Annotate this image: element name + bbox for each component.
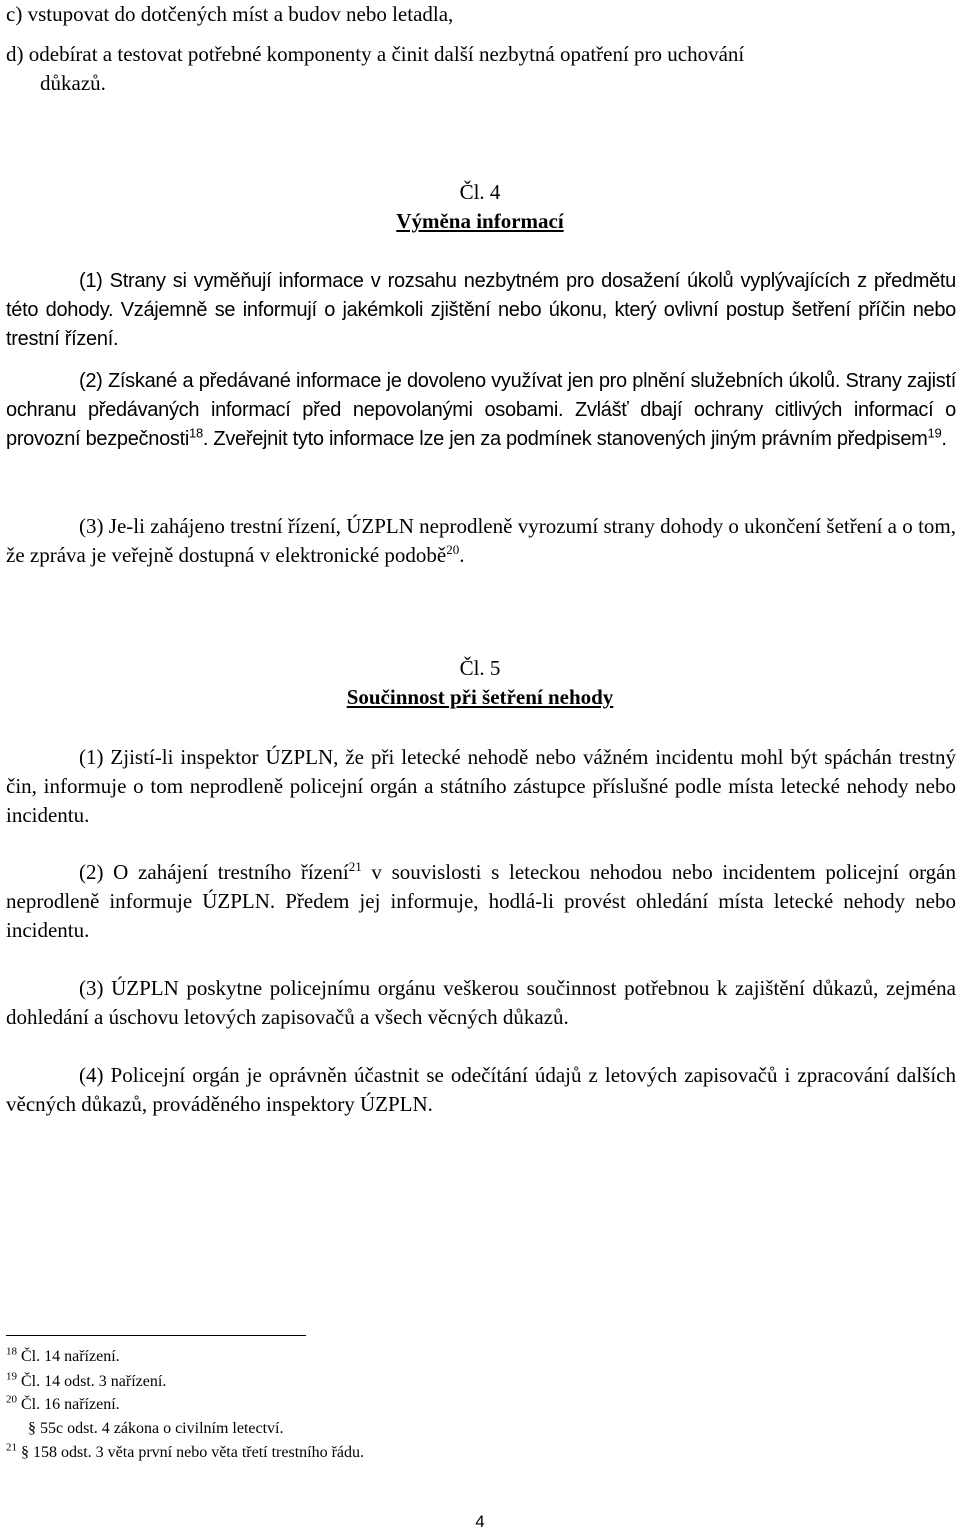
article-5-paragraph-2: (2) O zahájení trestního řízení$^{21}$ v souvislosti s leteckou nehodou nebo incidentem policejní orgán neprodleně informuje ÚZPLN. Předem jej informuje, hodlá-li provést ohledání místa letecké nehody nebo incidentu. xyxy=(6,859,957,942)
footnote: § 55c odst. 4 zákona o civilním letectví. xyxy=(28,1420,284,1437)
footnote: $^{18}$ Čl. 14 nařízení. xyxy=(6,1345,120,1365)
footnote-ref-21: 21 xyxy=(348,859,362,874)
list-item-d xyxy=(6,40,956,98)
footnote: $^{20}$ Čl. 16 nařízení. xyxy=(6,1393,120,1413)
footnote-ref-20: 20 xyxy=(446,542,460,557)
article-5-paragraph-3: (3) ÚZPLN poskytne policejnímu orgánu veškerou součinnost potřebnou k zajištění důkazů, zejména dohledání a úschovu letových zapisovačů a všech věcných důkazů. xyxy=(6,976,956,1029)
article-4-paragraph-1: (1) Strany si vyměňují informace v rozsahu nezbytném pro dosažení úkolů vyplývajících z předmětu této dohody. Vzájemně se informují o jakémkoli zjištění nebo úkonu, který ovlivní postup šetření příčin nebo trestní řízení. xyxy=(6,270,956,350)
list-item-c xyxy=(6,0,956,29)
article-4-title: Výměna informací xyxy=(396,209,564,233)
page-number: 4 xyxy=(475,1512,485,1531)
article-5-title: Součinnost při šetření nehody xyxy=(346,685,614,709)
footnote-ref-18: 18 xyxy=(189,425,203,441)
list-item-text: c) vstupovat do dotčených míst a budov nebo letadla, xyxy=(6,2,454,26)
list-item-continuation: důkazů. xyxy=(40,71,106,95)
footnote: $^{19}$ Čl. 14 odst. 3 nařízení. xyxy=(6,1370,167,1390)
footnote-separator xyxy=(6,1335,306,1336)
article-5-paragraph-1: (1) Zjistí-li inspektor ÚZPLN, že při letecké nehodě nebo vážném incidentu mohl být spáchán trestný čin, informuje o tom neprodleně policejní orgán a státního zástupce příslušné podle místa letecké nehody nebo incidentu. xyxy=(6,745,956,827)
article-4-paragraph-3: (3) Je-li zahájeno trestní řízení, ÚZPLN neprodleně vyrozumí strany dohody o ukončení šetření a o tom, že zpráva je veřejně dostupná v elektronické podobě$^{20}$. xyxy=(6,514,956,567)
footnote-ref-19: 19 xyxy=(927,425,942,441)
list-item-text: d) odebírat a testovat potřebné komponenty a činit další nezbytná opatření pro uchování xyxy=(6,42,745,66)
footnote: $^{21}$ § 158 odst. 3 věta první nebo věta třetí trestního řádu. xyxy=(6,1441,365,1461)
article-5-paragraph-4: (4) Policejní orgán je oprávněn účastnit se odečítání údajů z letových zapisovačů i zpracování dalších věcných důkazů, prováděného inspektory ÚZPLN. xyxy=(6,1063,956,1116)
article-4-number: Čl. 4 xyxy=(459,180,501,204)
article-4-paragraph-2: (2) Získané a předávané informace je dovoleno využívat jen pro plnění služebních úkolů. Strany zajistí ochranu předávaných informací před nepovolanými osobami. Zvlášť dbají ochrany citlivých informací o provozní bezpečnosti$^{18}$. Zveřejnit tyto informace lze jen za podmínek stanovených jiným právním předpisem$^{19}$. xyxy=(6,370,956,450)
article-5-number: Čl. 5 xyxy=(459,656,501,680)
